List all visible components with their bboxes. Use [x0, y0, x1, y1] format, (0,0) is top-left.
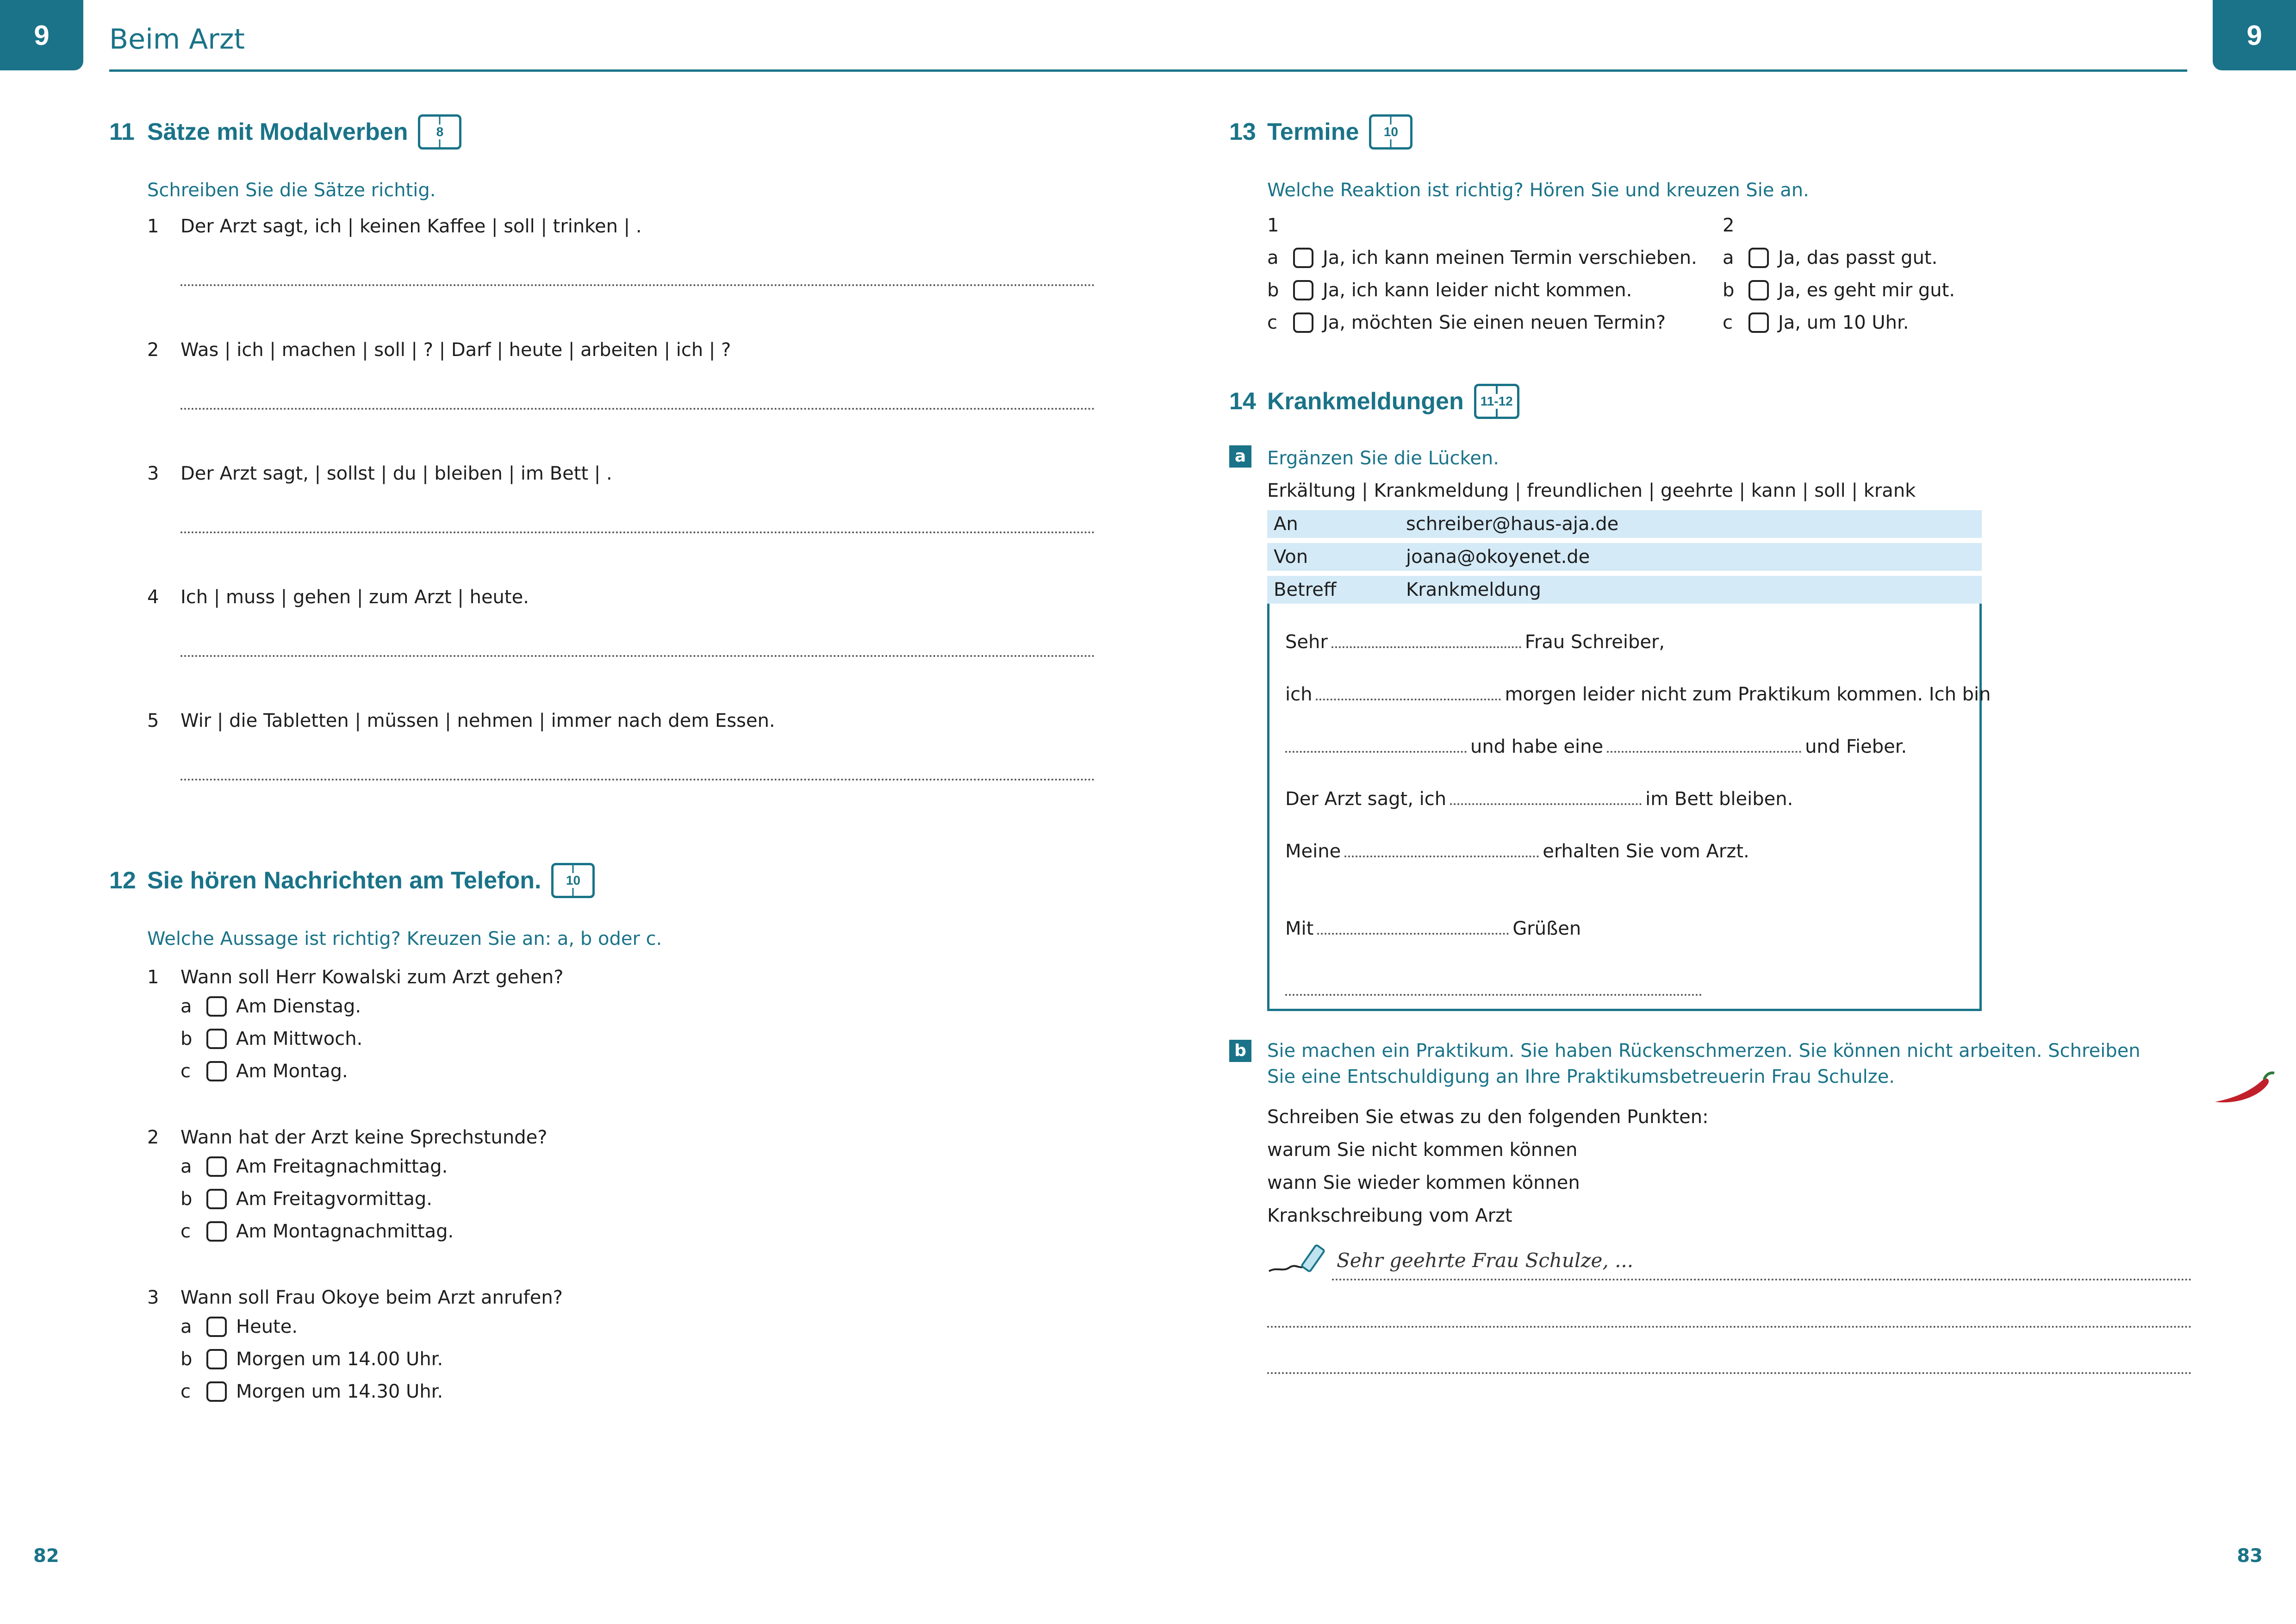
- option[interactable]: [1267, 306, 1723, 339]
- page-title: Beim Arzt: [109, 23, 245, 56]
- exercise-14-title: [1229, 381, 2192, 422]
- question-number: 1: [147, 967, 159, 988]
- book-icon: [1474, 384, 1519, 419]
- checkbox[interactable]: [206, 1349, 227, 1369]
- exercise-12-instruction: Welche Aussage ist richtig? Kreuzen Sie an: a, b oder c.: [147, 928, 662, 949]
- option[interactable]: [180, 1183, 1095, 1215]
- exercise-14b-instruction: Sie machen ein Praktikum. Sie haben Rückenschmerzen. Sie können nicht arbeiten. Schreiben Sie eine Entschuldigung an Ihre Praktikumsbetreuerin Frau Schulze.: [1267, 1040, 2140, 1087]
- writing-area[interactable]: [1267, 1248, 2192, 1387]
- exercise-14a-instruction: Ergänzen Sie die Lücken.: [1267, 448, 1499, 469]
- writing-line[interactable]: [1267, 1372, 2192, 1374]
- gap-blank[interactable]: [1332, 631, 1521, 648]
- sentence-item: [147, 463, 1095, 587]
- mail-from-row: [1267, 543, 1982, 571]
- word-bank: Erkältung | Krankmeldung | freundlichen | geehrte | kann | soll | krank: [1267, 480, 1916, 501]
- checkbox[interactable]: [1748, 248, 1769, 268]
- option-letter: b: [1267, 280, 1279, 301]
- option[interactable]: [180, 1375, 1095, 1408]
- signature-line[interactable]: [1285, 994, 1702, 996]
- mail-text: Meine: [1285, 841, 1341, 862]
- mail-to-value: schreiber@haus-aja.de: [1406, 513, 1619, 535]
- right-page: [1229, 111, 2192, 1387]
- gap-blank[interactable]: [1450, 788, 1642, 805]
- option-text: Ja, möchten Sie einen neuen Termin?: [1323, 312, 1666, 333]
- option-letter: b: [180, 1188, 193, 1210]
- checkbox[interactable]: [1293, 248, 1313, 268]
- header-rule: [109, 69, 2187, 72]
- points-intro: Schreiben Sie etwas zu den folgenden Punkten:: [1267, 1106, 1709, 1128]
- option-letter: c: [180, 1381, 191, 1402]
- option-text: Am Freitagnachmittag.: [236, 1156, 448, 1177]
- mail-text: Sehr: [1285, 631, 1328, 653]
- question: [147, 1285, 1095, 1408]
- book-ref: 11-12: [1479, 394, 1514, 409]
- option-text: Ja, ich kann meinen Termin verschieben.: [1323, 247, 1697, 269]
- gap-blank[interactable]: [1607, 736, 1801, 753]
- scrambled-words: Wir | die Tabletten | müssen | nehmen | immer nach dem Essen.: [180, 710, 775, 731]
- point-item: Krankschreibung vom Arzt: [1267, 1205, 1512, 1226]
- sentence-item: [147, 710, 1095, 834]
- question-text: Wann soll Frau Okoye beim Arzt anrufen?: [180, 1287, 563, 1308]
- book-ref: 10: [565, 873, 582, 888]
- book-ref: 10: [1382, 125, 1400, 139]
- chapter-tab-left: 9: [0, 0, 83, 70]
- exercise-title: Sätze mit Modalverben: [147, 119, 408, 145]
- option[interactable]: [180, 1215, 1095, 1248]
- exercise-title: Sie hören Nachrichten am Telefon.: [147, 867, 541, 894]
- option[interactable]: [180, 1343, 1095, 1375]
- answer-line[interactable]: [180, 408, 1095, 410]
- mail-subject-row: [1267, 576, 1982, 604]
- answer-line[interactable]: [180, 779, 1095, 781]
- exercise-number: 14: [1229, 388, 1256, 415]
- scrambled-words: Der Arzt sagt, | sollst | du | bleiben | im Bett | .: [180, 463, 612, 484]
- answer-line[interactable]: [180, 284, 1095, 286]
- mail-text: und habe eine: [1470, 736, 1604, 757]
- option-letter: c: [180, 1221, 191, 1242]
- option[interactable]: [1723, 274, 2178, 306]
- item-number: 4: [147, 587, 159, 608]
- book-icon: [418, 114, 461, 150]
- question-text: Wann soll Herr Kowalski zum Arzt gehen?: [180, 967, 564, 988]
- option-letter: a: [180, 1156, 192, 1177]
- sentence-item: [147, 216, 1095, 339]
- option-text: Am Mittwoch.: [236, 1028, 363, 1049]
- option-text: Morgen um 14.00 Uhr.: [236, 1349, 443, 1370]
- scrambled-words: Was | ich | machen | soll | ? | Darf | heute | arbeiten | ich | ?: [180, 339, 731, 361]
- mail-line: [1285, 918, 1966, 970]
- question: [147, 1124, 1095, 1248]
- option-letter: c: [1267, 312, 1277, 333]
- exercise-13-title: [1229, 111, 2192, 153]
- scrambled-words: Ich | muss | gehen | zum Arzt | heute.: [180, 587, 529, 608]
- checkbox[interactable]: [1293, 280, 1313, 300]
- group-number: 2: [1723, 215, 1735, 236]
- mail-line: [1285, 736, 1966, 788]
- book-icon: [1369, 114, 1412, 150]
- answer-line[interactable]: [180, 655, 1095, 657]
- option[interactable]: [180, 1311, 1095, 1343]
- option-text: Morgen um 14.30 Uhr.: [236, 1381, 443, 1402]
- option-text: Ja, das passt gut.: [1778, 247, 1938, 269]
- exercise-14a-head: [1229, 445, 2192, 471]
- exercise-11-instruction: Schreiben Sie die Sätze richtig.: [147, 180, 436, 201]
- option-text: Am Freitagvormittag.: [236, 1188, 432, 1210]
- book-ref: 8: [435, 125, 445, 139]
- question-number: 3: [147, 1287, 159, 1308]
- mail-text: morgen leider nicht zum Praktikum kommen. Ich bin: [1505, 684, 1991, 705]
- option[interactable]: [1267, 274, 1723, 306]
- item-number: 2: [147, 339, 159, 361]
- option-letter: c: [180, 1061, 191, 1082]
- writing-line[interactable]: [1267, 1326, 2192, 1328]
- option[interactable]: [180, 1055, 1095, 1087]
- question: [147, 964, 1095, 1087]
- option-letter: b: [180, 1028, 193, 1049]
- mail-to-label: An: [1274, 513, 1298, 535]
- book-icon: [551, 863, 595, 898]
- option-letter: b: [180, 1349, 193, 1370]
- option-text: Am Dienstag.: [236, 996, 361, 1017]
- exercise-13-options: [1267, 209, 2192, 339]
- exercise-13-instruction: Welche Reaktion ist richtig? Hören Sie und kreuzen Sie an.: [1267, 180, 1809, 201]
- exercise-12-title: [109, 860, 1095, 901]
- option-text: Ja, es geht mir gut.: [1778, 280, 1955, 301]
- mail-line: [1285, 788, 1966, 841]
- checkbox[interactable]: [206, 1189, 227, 1209]
- point-item: warum Sie nicht kommen können: [1267, 1139, 1578, 1161]
- answer-line[interactable]: [180, 531, 1095, 533]
- option-text: Am Montagnachmittag.: [236, 1221, 454, 1242]
- left-page: [109, 111, 1095, 1445]
- mail-to-row: [1267, 510, 1982, 538]
- option-group: [1723, 209, 2178, 339]
- exercise-title: Termine: [1267, 119, 1359, 145]
- point-item: wann Sie wieder kommen können: [1267, 1172, 1580, 1193]
- gap-blank[interactable]: [1316, 684, 1501, 700]
- sentence-item: [147, 587, 1095, 710]
- option-letter: b: [1723, 280, 1735, 301]
- mail-subject-label: Betreff: [1274, 579, 1337, 600]
- chili-pepper-icon: [2212, 1069, 2277, 1106]
- item-number: 5: [147, 710, 159, 731]
- option-letter: a: [180, 1316, 192, 1337]
- option-group: [1267, 209, 1723, 339]
- exercise-11-items: [109, 216, 1095, 834]
- group-number: 1: [1267, 215, 1279, 236]
- mail-line: [1285, 631, 1966, 684]
- mail-line: [1285, 841, 1966, 918]
- option[interactable]: [1723, 306, 2178, 339]
- exercise-14b-head: [1229, 1038, 2155, 1090]
- checkbox[interactable]: [206, 996, 227, 1017]
- mail-line: [1285, 684, 1991, 736]
- option-text: Am Montag.: [236, 1061, 348, 1082]
- part-label: a: [1229, 445, 1251, 468]
- option-letter: a: [1267, 247, 1279, 269]
- mail-text: Mit: [1285, 918, 1314, 939]
- mail-text: ich: [1285, 684, 1313, 705]
- gap-blank[interactable]: [1344, 841, 1539, 857]
- exercise-number: 13: [1229, 119, 1256, 145]
- mail-from-label: Von: [1274, 546, 1308, 568]
- mail-text: Grüßen: [1512, 918, 1581, 939]
- option[interactable]: [180, 990, 1095, 1023]
- option-text: Ja, ich kann leider nicht kommen.: [1323, 280, 1632, 301]
- points-list: [1267, 1101, 2192, 1232]
- mail-body: [1267, 604, 1991, 1011]
- mail-subject-value: Krankmeldung: [1406, 579, 1541, 600]
- checkbox[interactable]: [206, 1221, 227, 1242]
- option[interactable]: [1723, 242, 2178, 274]
- sentence-item: [147, 339, 1095, 463]
- part-label: b: [1229, 1040, 1251, 1062]
- mail-text: Der Arzt sagt, ich: [1285, 788, 1447, 810]
- chapter-tab-right: 9: [2213, 0, 2296, 70]
- checkbox[interactable]: [206, 1317, 227, 1337]
- gap-blank[interactable]: [1317, 918, 1509, 935]
- writing-line[interactable]: [1332, 1279, 2192, 1280]
- example-text: Sehr geehrte Frau Schulze, ...: [1337, 1249, 1634, 1272]
- mail-text: erhalten Sie vom Arzt.: [1543, 841, 1749, 862]
- checkbox[interactable]: [206, 1061, 227, 1081]
- exercise-number: 11: [109, 119, 135, 145]
- mail-from-value: joana@okoyenet.de: [1406, 546, 1590, 568]
- mail-text: Frau Schreiber,: [1524, 631, 1665, 653]
- checkbox[interactable]: [1293, 312, 1313, 333]
- option-text: Heute.: [236, 1316, 298, 1337]
- checkbox[interactable]: [206, 1381, 227, 1402]
- option[interactable]: [1267, 242, 1723, 274]
- checkbox[interactable]: [206, 1156, 227, 1177]
- question-text: Wann hat der Arzt keine Sprechstunde?: [180, 1127, 548, 1148]
- option-letter: a: [180, 996, 192, 1017]
- option-letter: a: [1723, 247, 1734, 269]
- option-letter: c: [1723, 312, 1733, 333]
- gap-blank[interactable]: [1285, 736, 1467, 753]
- checkbox[interactable]: [1748, 312, 1769, 333]
- scrambled-words: Der Arzt sagt, ich | keinen Kaffee | soll | trinken | .: [180, 216, 642, 237]
- exercise-title: Krankmeldungen: [1267, 388, 1464, 415]
- item-number: 1: [147, 216, 159, 237]
- exercise-11-title: [109, 111, 1095, 153]
- mail-text: im Bett bleiben.: [1645, 788, 1793, 810]
- option[interactable]: [180, 1150, 1095, 1183]
- item-number: 3: [147, 463, 159, 484]
- question-number: 2: [147, 1127, 159, 1148]
- option-text: Ja, um 10 Uhr.: [1778, 312, 1909, 333]
- checkbox[interactable]: [206, 1029, 227, 1049]
- pencil-icon: [1267, 1239, 1337, 1280]
- option[interactable]: [180, 1023, 1095, 1055]
- mail-text: und Fieber.: [1805, 736, 1907, 757]
- page-number-right: 83: [2237, 1545, 2263, 1567]
- exercise-number: 12: [109, 867, 136, 894]
- page-number-left: 82: [33, 1545, 59, 1567]
- checkbox[interactable]: [1748, 280, 1769, 300]
